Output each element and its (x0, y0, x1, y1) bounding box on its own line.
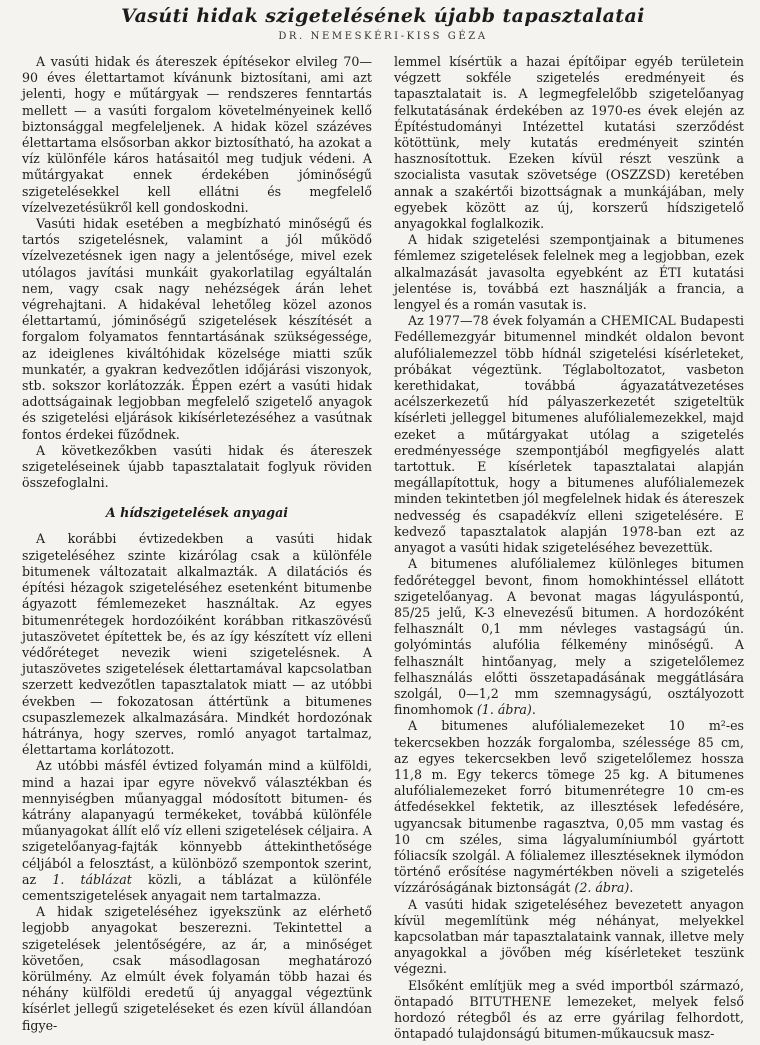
paragraph-text: . (629, 880, 634, 896)
section-heading: A hídszigetelések anyagai (105, 505, 289, 521)
left-column (22, 54, 372, 1042)
table-reference: 1. táblázat (52, 871, 132, 887)
paragraph (394, 718, 744, 896)
paragraph-text: közli, a táblázat a különféle cementszigetelések anyagait nem tartalmazza. (22, 871, 372, 903)
paragraph: Elsőként említjük meg a svéd importból származó, öntapadó BITUTHENE lemezeket, melyek felső hordozó rétegből és az erre gyárilag felhordott, öntapadó tulajdonságú bitumen-műkaucsuk masz- (394, 977, 744, 1042)
paragraph (394, 556, 744, 718)
paragraph-continued: lemmel kísértük a hazai építőipar egyéb területein végzett sokféle szigetelés eredményeit és tapasztalatait is. A legmegfelelőbb szigetelőanyag felkutatásának érdekében az 1970-es évek elején az Építéstudományi Intézettel kutatási szerződést kötöttünk, mely kutatás eredményeit szintén hasznosítottuk. Ezeken kívül részt veszünk a szocialista vasutak szövetsége (OSZZSD) keretében annak a szakértői bizottságnak a munkájában, mely egyebek között az új, korszerű hídszigetelő anyagokkal foglalkozik. (394, 54, 744, 232)
article-author: DR. NEMESKÉRI-KISS GÉZA (278, 31, 488, 42)
article-title: Vasúti hidak szigetelésének újabb tapasztalatai (121, 5, 645, 27)
paragraph: A korábbi évtizedekben a vasúti hidak szigeteléséhez szinte kizárólag csak a különféle bitumenek változatait alkalmazták. A dilatációs és építési hézagok szigeteléséhez esetenként bitumenbe ágyazott fémlemezeket használtak. Az egyes bitumenrétegek hordozóiként korábban ritkaszövésű jutaszövetet építettek be, és az így készített víz elleni védőréteget nevezik wieni szigetelésnek. A jutaszövetes szigetelések élettartamával kapcsolatban szerzett kedvezőtlen tapasztalatok miatt — az utóbbi években — fokozatosan áttértünk a bitumenes csupaszlemezek alkalmazására. Mindkét hordozónak hátránya, hogy szerves, romló anyagot tartalmaz, élettartama korlátozott. (22, 531, 372, 758)
paragraph-text: . (531, 702, 536, 718)
paragraph: Az 1977—78 évek folyamán a CHEMICAL Budapesti Fedéllemezgyár bitumennel mindkét oldalon bevont alufólialemezzel több hídnál szigetelési kísérleteket, próbákat végeztünk. Téglaboltozatot, vasbeton kerethidakat, továbbá ágyazatátvezetéses acélszerkezetű híd pályaszerkezetét szigeteltük kísérleti jelleggel bitumenes alufólialemezekkel, majd ezeket a műtárgyakat utólag a szigetelés eredményessége szempontjából megfigyelés alatt tartottuk. E kísérletek tapasztalatai alapján megállapítottuk, hogy a bitumenes alufólialemezek minden tekintetben jól megfelelnek hidak és átereszek nedvesség és csapadékvíz elleni szigetelésére. E kedvező tapasztalatok alapján 1978-ban ezt az anyagot a vasúti hidak szigeteléséhez bevezettük. (394, 313, 744, 556)
figure-reference: (2. ábra) (574, 880, 630, 896)
paragraph: A hidak szigeteléséhez igyekszünk az elérhető legjobb anyagokat beszerezni. Tekintettel a szigetelések jelentőségére, az ár, a minőséget követően, csak másodlagosan meghatározó körülmény. Az elmúlt évek folyamán több hazai és néhány külföldi eredetű új anyaggal végeztünk kísérlet jellegű szigeteléseket és ezen kívül állandóan figye- (22, 904, 372, 1033)
paragraph-text: Az utóbbi másfél évtized folyamán mind a külföldi, mind a hazai ipar egyre növekvő választékban és mennyiségben műanyaggal módosított bitumen- és kátrány alapanyagú termékeket, továbbá különféle műanyagokat állít elő víz elleni szigetelések céljaira. A szigetelőanyag-fajták könnyebb áttekinthetősége céljából a felosztást, a különböző szempontok szerint, az (22, 758, 372, 887)
paragraph: A vasúti hidak és átereszek építésekor elvileg 70—90 éves élettartamot kívánunk biztosítani, ami azt jelenti, hogy e műtárgyak — rendszeres fenntartás mellett — a vasúti forgalom követelményeinek kellő biztonsággal megfeleljenek. A hidak közel százéves élettartama elsősorban akkor biztosítható, ha azokat a víz különféle káros hatásaitól meg tudjuk védeni. A műtárgyakat ennek érdekében jóminőségű szigetelésekkel kell ellátni és megfelelő vízelvezetésükről kell gondoskodni. (22, 54, 372, 215)
paragraph-text: A bitumenes alufólialemez különleges bitumen fedőréteggel bevont, finom homokhintéssel ellátott szigetelőanyag. A bevonat magas lágyuláspontú, 85/25 jelű, K-3 elnevezésű bitumen. A hordozóként felhasznált 0,1 mm névleges vastagságú ún. golyómintás alufólia félkemény minőségű. A felhasznált hintőanyag, mely a szigetelőlemez felhasználás előtti összetapadásának meggátlására szolgál, 0—1,2 mm szemnagyságú, osztályozott finomhomok (394, 556, 744, 718)
right-column (394, 54, 744, 1042)
paragraph (22, 758, 372, 904)
paragraph: A vasúti hidak szigeteléséhez bevezetett anyagon kívül megemlítünk még néhányat, melyekkel kapcsolatban már tapasztalataink vannak, illetve mely anyagokkal a jövőben még kísérleteket teszünk végezni. (394, 896, 744, 977)
paragraph: Vasúti hidak esetében a megbízható minőségű és tartós szigetelésnek, valamint a jól működő vízelvezetésnek igen nagy a jelentősége, mivel ezek utólagos javítási munkáit gyakorlatilag egyáltalán nem, vagy csak nagy nehézségek árán lehet végrehajtani. A hidakéval lehetőleg közel azonos élettartamú, jóminőségű szigetelések készítését a forgalom folyamatos fenntartásának szükségessége, az ideiglenes kiváltóhidak közelsége miatti szűk munkatér, a gyakran kedvezőtlen időjárási viszonyok, stb. sokszor korlátozzák. Éppen ezért a vasúti hidak adottságainak legjobban megfelelő szigetelő anyagok és szigetelési eljárások kikísérletezéséhez a vasútnak fontos érdekei fűződnek. (22, 216, 372, 442)
paragraph: A következőkben vasúti hidak és átereszek szigeteléseinek újabb tapasztalatait foglyuk röviden összefoglalni. (22, 442, 372, 491)
figure-reference: (1. ábra) (476, 702, 532, 718)
article-body (22, 54, 744, 1042)
paragraph: A hidak szigetelési szempontjainak a bitumenes fémlemez szigetelések felelnek meg a legjobban, ezek alkalmazását javasolta egyebként az ÉTI kutatási jelentése is, továbbá ezt használják a francia, a lengyel és a román vasutak is. (394, 232, 744, 313)
paragraph-text: A bitumenes alufólialemezeket 10 m²-es tekercsekben hozzák forgalomba, szélessége 85 cm, az egyes tekercsekben levő szigetelőlemez hossza 11,8 m. Egy tekercs tömege 25 kg. A bitumenes alufólialemezeket forró bitumenrétegre 10 cm-es átfedésekkel fektetik, az illesztések lefedésére, ugyancsak bitumenbe ragasztva, 0,05 mm vastag és 10 cm széles, sima lágyalumíniumból gyártott fóliacsík szolgál. A fólialemez illesztéseknek ilymódon történő erősítése nagymértékben növeli a szigetelés vízzáróságának biztonságát (394, 718, 744, 896)
